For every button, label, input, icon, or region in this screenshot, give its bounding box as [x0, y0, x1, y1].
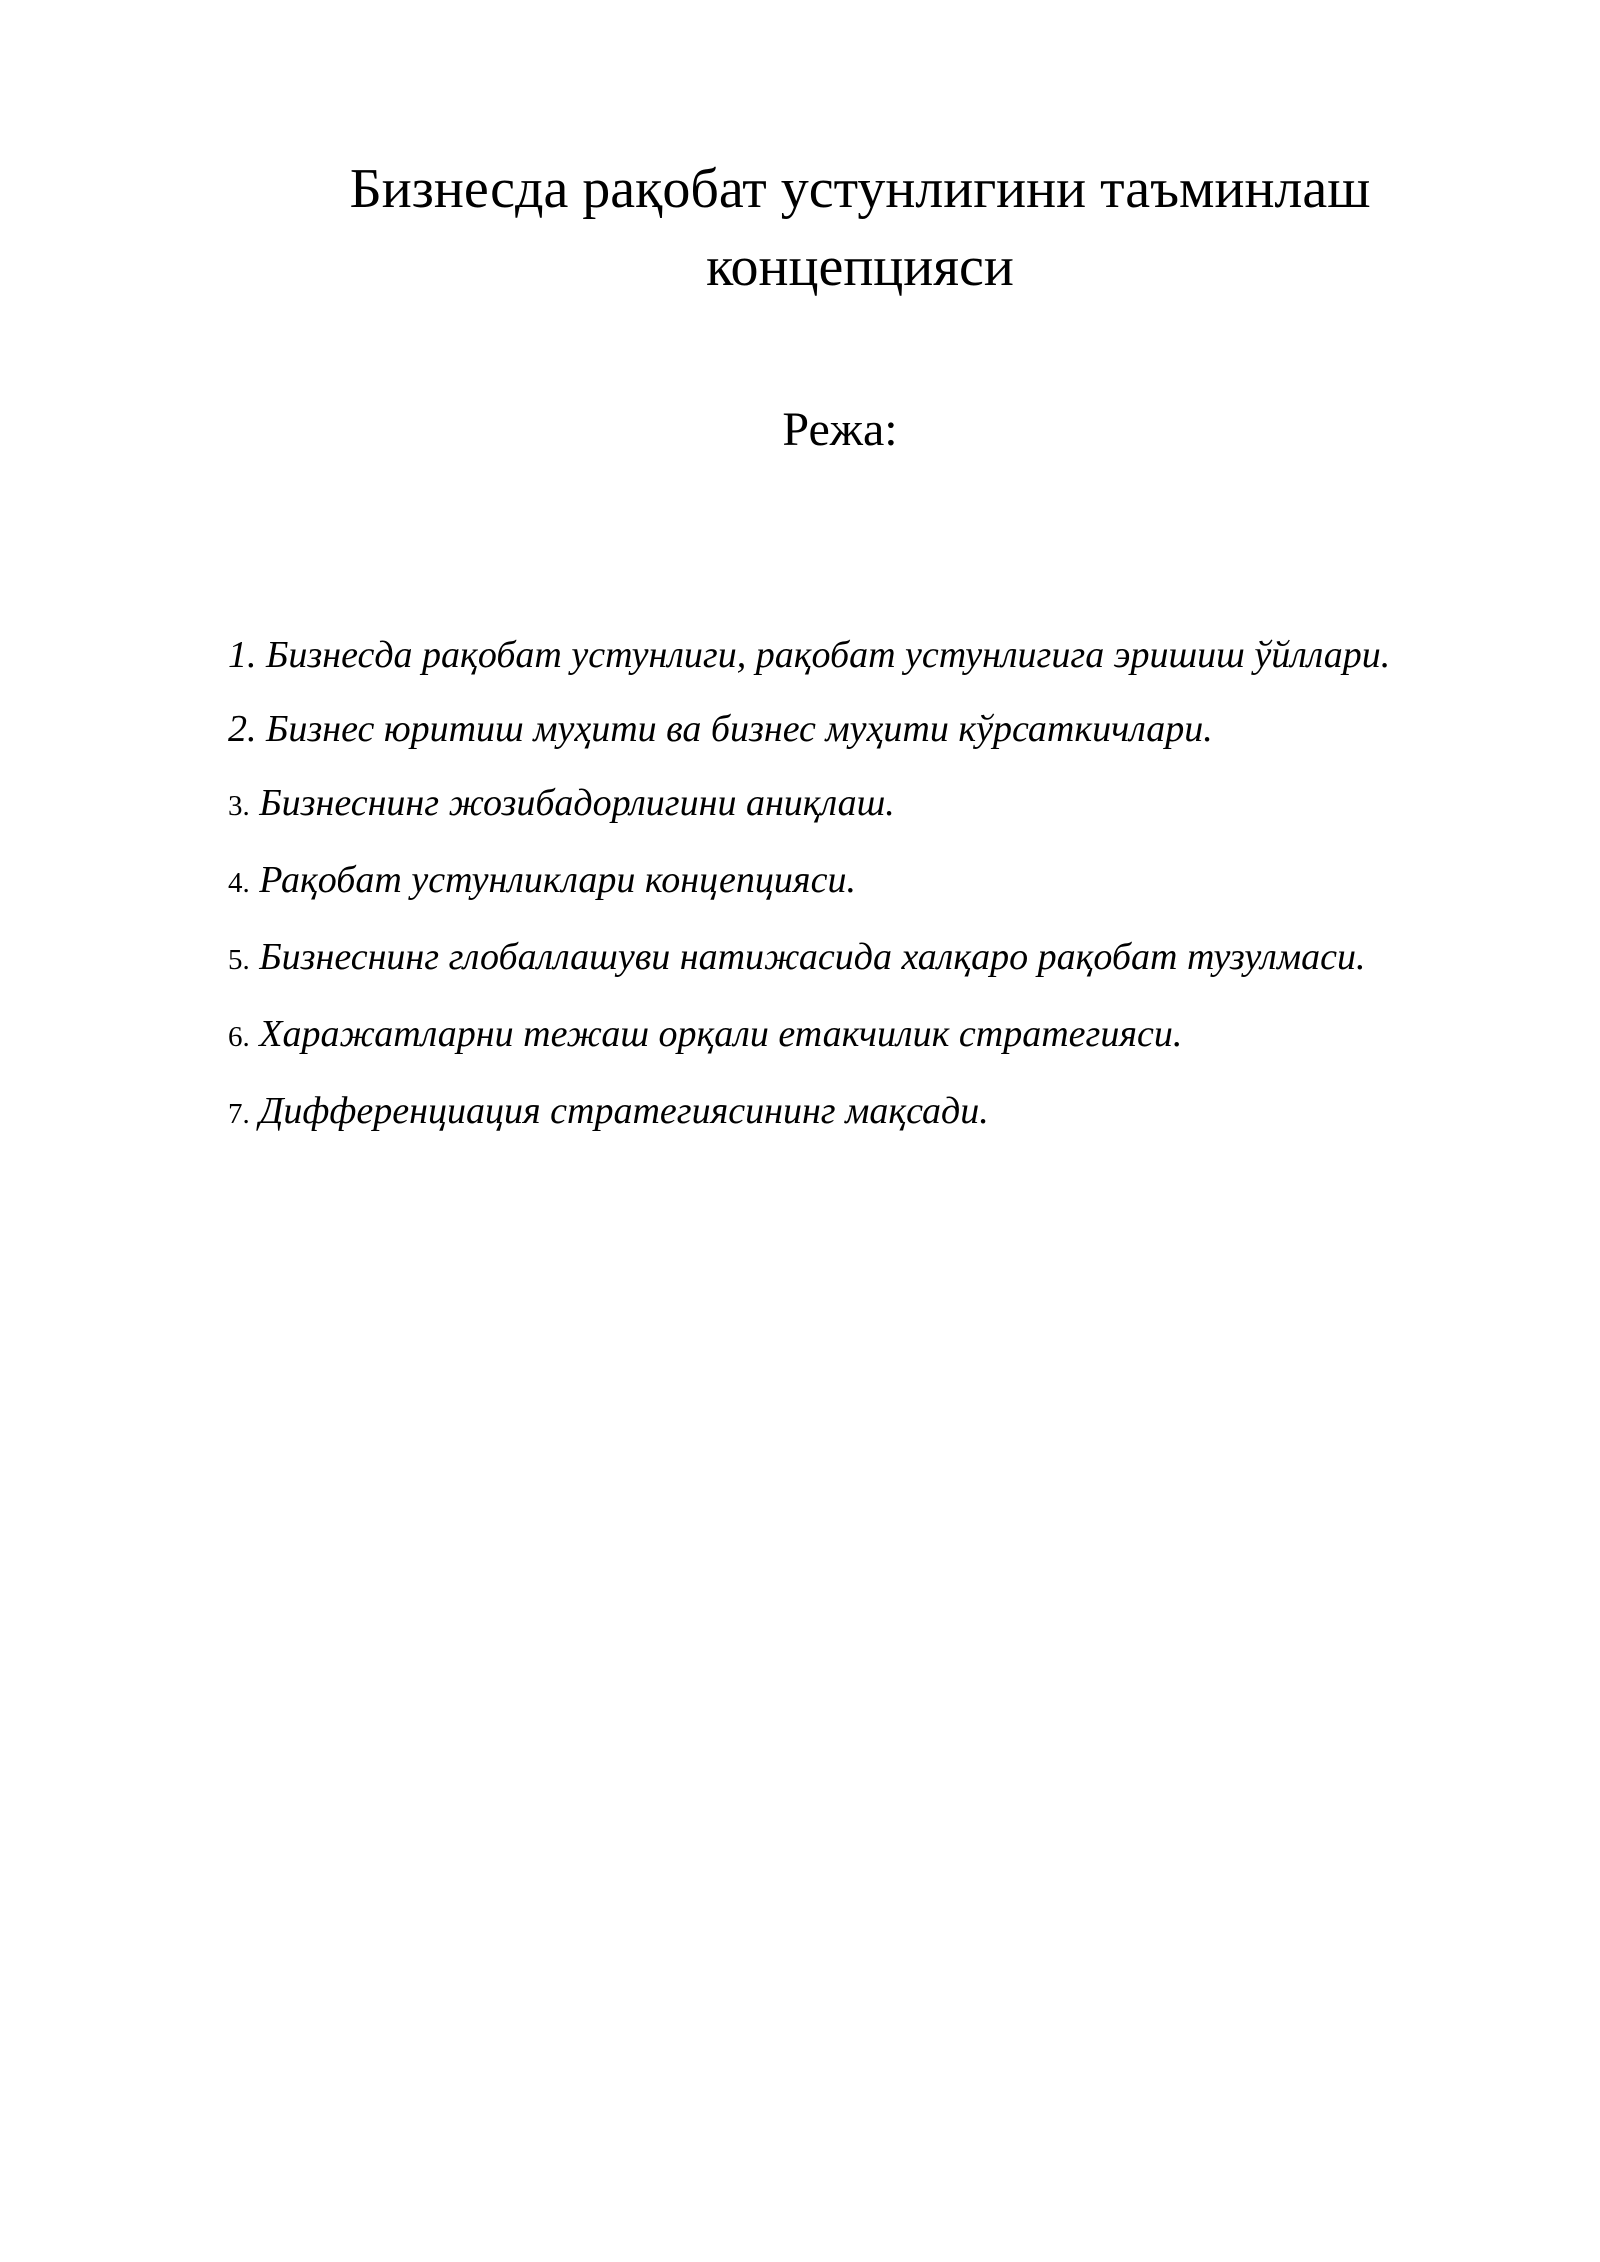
plan-item-number: 2.	[228, 708, 257, 750]
plan-item-number: 5.	[228, 944, 250, 976]
plan-item-number: 1.	[228, 634, 257, 676]
plan-item-text: Харажатларни тежаш орқали етакчилик стратегияси.	[259, 1013, 1183, 1055]
plan-item-text: Бизнеснинг жозибадорлигини аниқлаш.	[259, 782, 895, 824]
document-title	[300, 150, 1420, 306]
plan-item-text: Бизнес юритиш муҳити ва бизнес муҳити кўрсаткичлари.	[266, 708, 1213, 750]
plan-item-number: 3.	[228, 790, 250, 822]
title-line-1: Бизнесда рақобат устунлигини таъминлаш	[349, 158, 1371, 220]
plan-item-6	[228, 997, 1408, 1074]
plan-item-number: 6.	[228, 1021, 250, 1053]
plan-item-number: 7.	[228, 1098, 250, 1130]
plan-item-number: 4.	[228, 867, 250, 899]
plan-heading: Режа:	[782, 403, 898, 456]
plan-item-text: Рақобат устунликлари концепцияси.	[259, 859, 856, 901]
plan-list	[228, 618, 1408, 1151]
plan-item-text: Бизнесда рақобат устунлиги, рақобат устунлигига эришиш ўйллари.	[266, 634, 1391, 676]
plan-item-text: Бизнеснинг глобаллашуви натижасида халқаро рақобат тузулмаси.	[259, 936, 1366, 978]
plan-item-5	[228, 920, 1408, 997]
plan-item-7	[228, 1074, 1408, 1151]
plan-item-4	[228, 843, 1408, 920]
plan-item-1	[228, 618, 1408, 692]
plan-item-text: Дифференциация стратегиясининг мақсади.	[259, 1090, 989, 1132]
title-line-2: концепцияси	[706, 236, 1014, 298]
plan-item-2	[228, 692, 1408, 766]
plan-item-3	[228, 766, 1408, 843]
